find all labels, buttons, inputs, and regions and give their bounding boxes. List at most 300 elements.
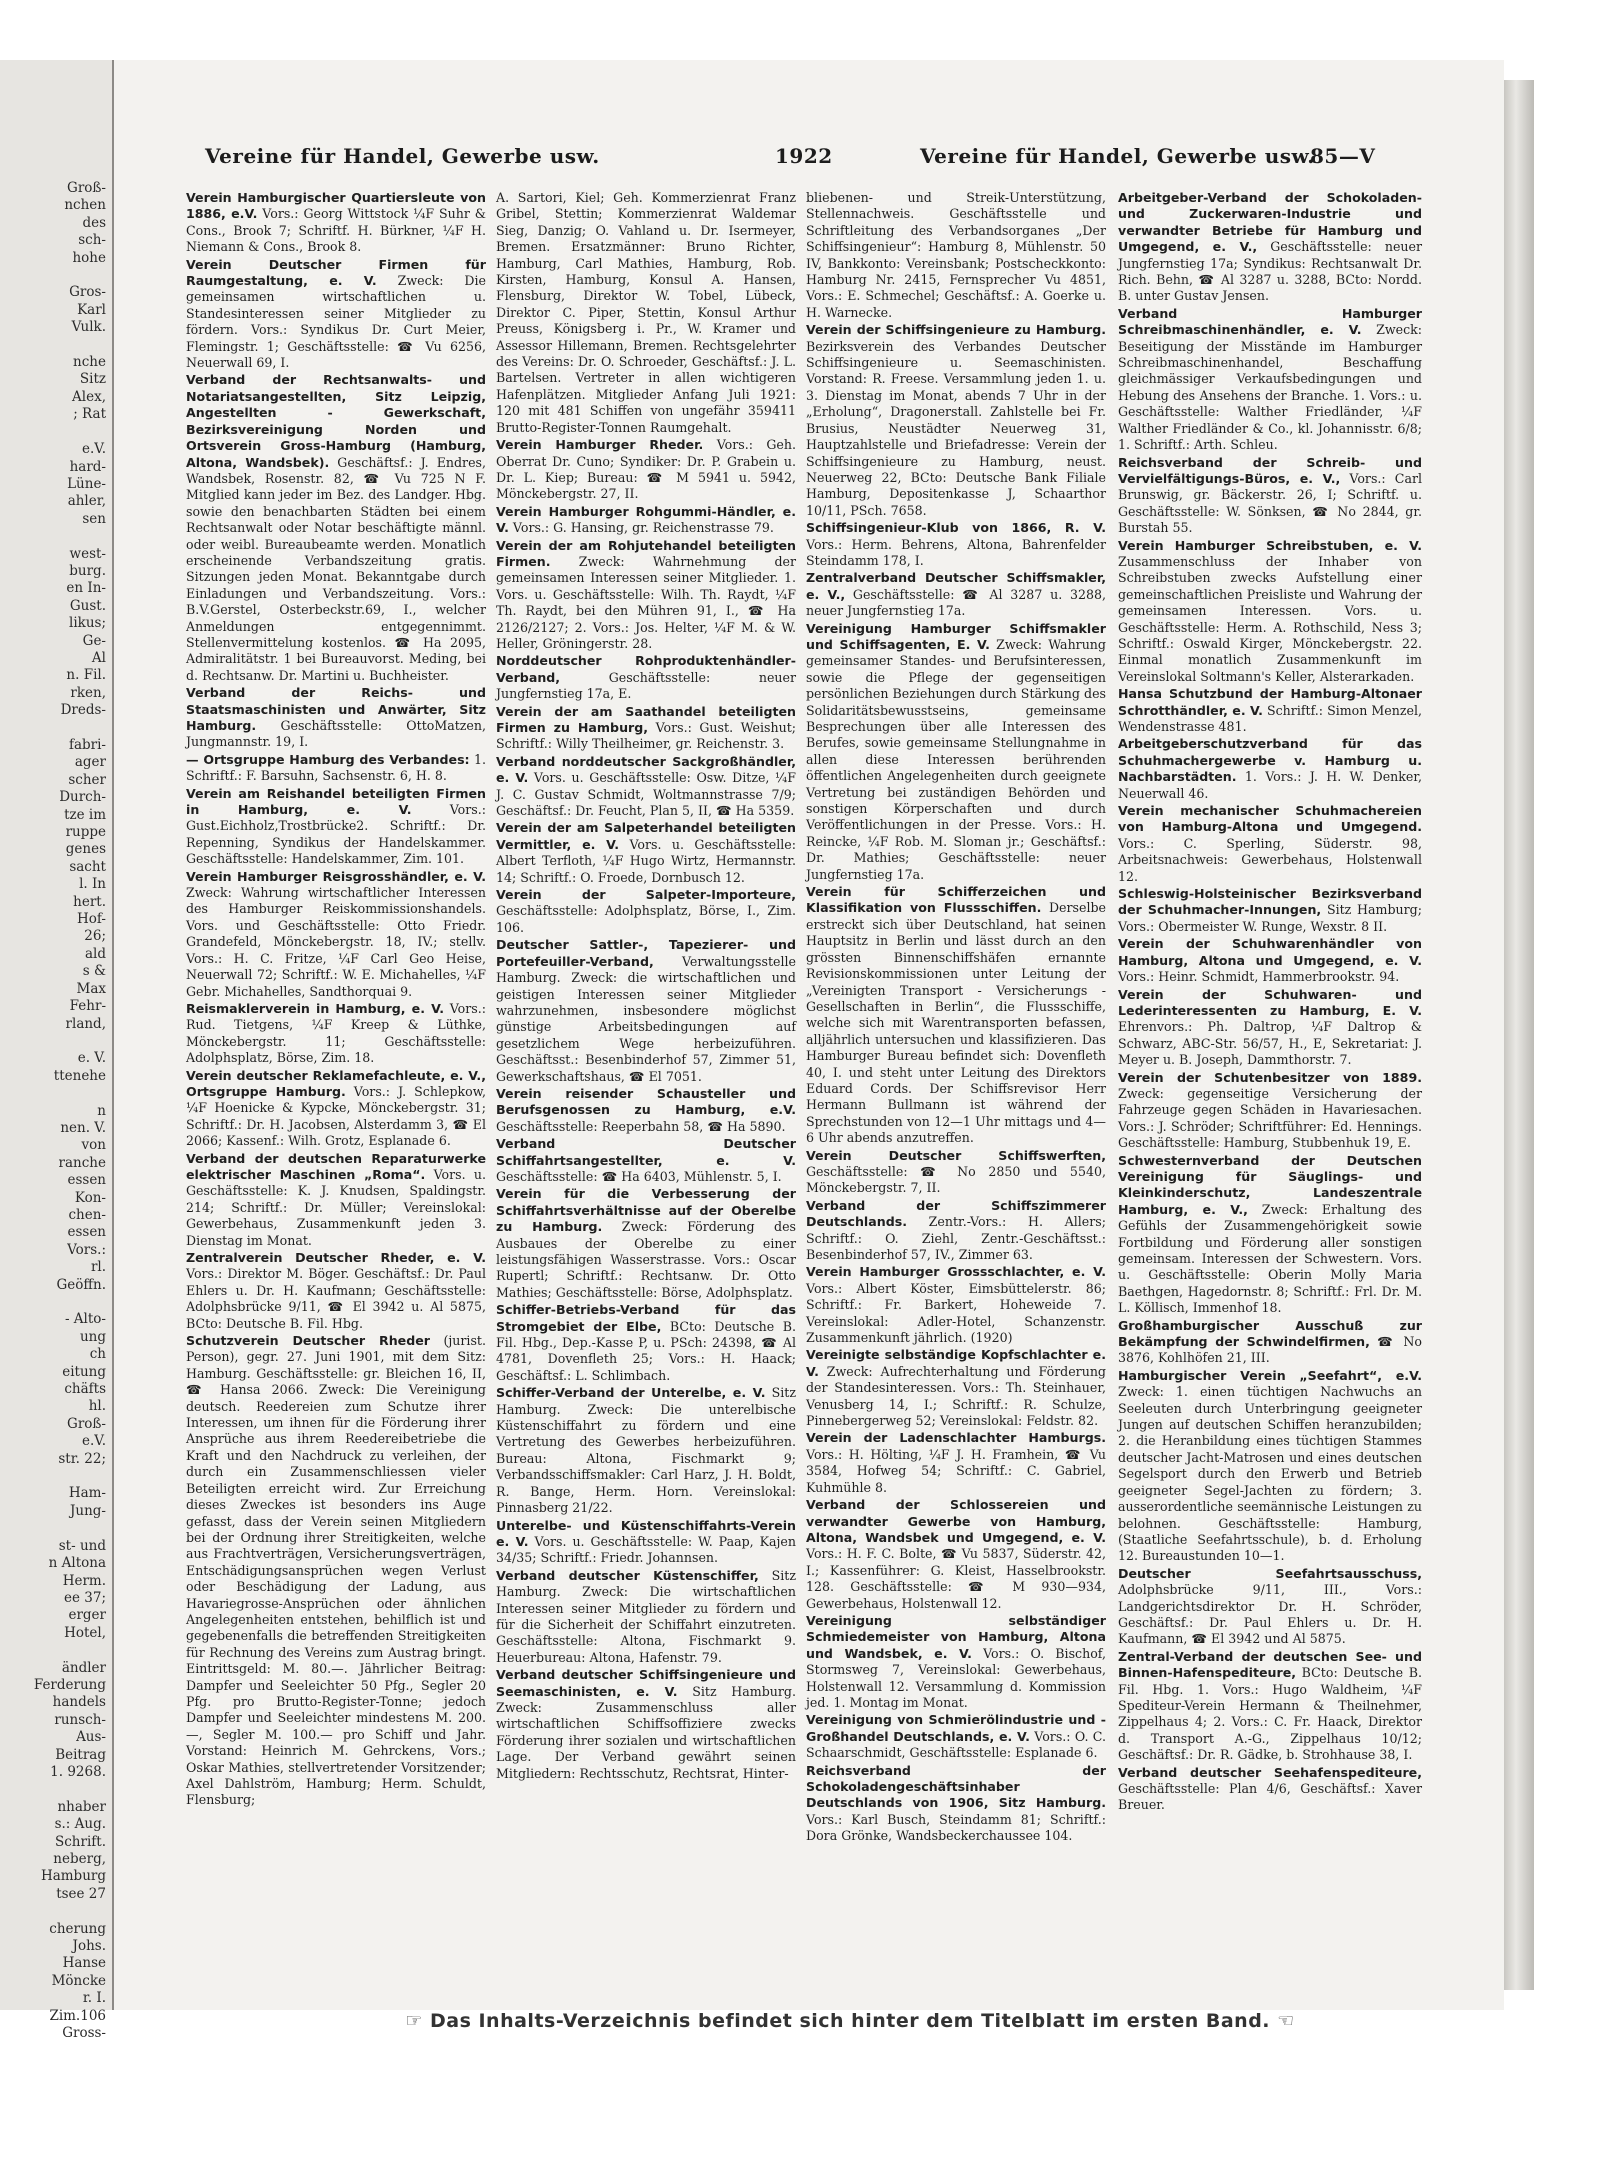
- directory-entry: [496, 1136, 796, 1185]
- left-page-text-fragment: Durch-: [59, 789, 106, 806]
- left-page-text-fragment: ahler,: [67, 493, 106, 510]
- directory-entry: [806, 520, 1106, 569]
- left-page-text-fragment: ändler: [61, 1659, 106, 1676]
- entry-heading: Verband deutscher Schiffsingenieure und Seemaschinisten, e. V.: [496, 1667, 796, 1699]
- column-2: [496, 190, 796, 1985]
- left-page-text-fragment: Ferderung: [33, 1676, 106, 1693]
- left-page-text-fragment: cherung: [49, 1920, 106, 1937]
- entry-heading: Verband deutscher Küstenschiffer,: [496, 1567, 759, 1583]
- directory-entry: [496, 1186, 796, 1301]
- left-page-text-fragment: Lüne-: [67, 475, 106, 492]
- left-page-text-fragment: Hanse: [62, 1955, 106, 1972]
- entry-text: Vors.: H. F. C. Bolte, ☎ Vu 5837, Süderstr. 42, I.; Kassenführer: G. Kleist, Hasselbrookstr. 128. Geschäftsstelle: ☎ M 930—934, Gewerbehaus, Holstenwall 12.: [806, 1546, 1106, 1611]
- entry-text: Verwaltungsstelle Hamburg. Zweck: die wirtschaftlichen und geistigen Interessen seiner Mitglieder wahrzunehmen, insbesondere möglichst günstige Arbeitsbedingungen auf gesetzlichem Wege herbeizuführen. Geschäftsst.: Besenbinderhof 57, Zimmer 51, Gewerkschaftshaus, ☎ El 7051.: [496, 953, 796, 1084]
- left-page-text-fragment: sch-: [78, 232, 106, 249]
- entry-heading: Norddeutscher Rohproduktenhändler-Verband,: [496, 653, 796, 685]
- left-page-text-fragment: sacht: [69, 858, 106, 875]
- left-page-text-fragment: Geöffn.: [56, 1276, 106, 1293]
- directory-entry: [806, 1613, 1106, 1711]
- left-page-text-fragment: Gross-: [62, 2025, 106, 2042]
- entry-text: Zweck: Beseitigung der Misstände im Hamburger Schreibmaschinenhandel, Beschaffung gleichmässiger Verkaufsbedingungen und Hebung des Ansehens der Branche. 1. Vors.: u. Geschäftsstelle: Walther Friedländer, ¼F Walther Friedländer & Co., kl. Johannisstr. 6/8; 1. Schriftf.: Arth. Schleu.: [1118, 322, 1422, 453]
- entry-heading: Schiffer-Betriebs-Verband für das Stromgebiet der Elbe,: [496, 1302, 796, 1334]
- entry-heading: Verein mechanischer Schuhmachereien von Hamburg-Altona und Umgegend.: [1118, 803, 1422, 835]
- directory-entry: [186, 869, 486, 1000]
- directory-entry: [496, 1086, 796, 1135]
- left-page-text-fragment: des: [82, 214, 106, 231]
- left-page-text-fragment: r. I.: [82, 1990, 106, 2007]
- left-page-text-fragment: scher: [68, 771, 106, 788]
- entry-heading: Verein für die Verbesserung der Schiffahrtsverhältnisse auf der Oberelbe zu Hamburg.: [496, 1186, 796, 1235]
- left-page-text-fragment: rken,: [70, 684, 106, 701]
- entry-heading: Vereinigung Hamburger Schiffsmakler und Schiffsagenten, E. V.: [806, 620, 1106, 652]
- entry-heading: Verein Deutscher Schiffswerften,: [806, 1147, 1106, 1163]
- entry-heading: Schwesternverband der Deutschen Vereinigung für Säuglings- und Kleinkinderschutz, Landeszentrale Hamburg, e. V.,: [1118, 1152, 1422, 1217]
- left-page-text-fragment: [0, 1033, 112, 1050]
- directory-entry: [496, 887, 796, 936]
- entry-text: Zentr.-Vors.: H. Allers; Schriftf.: O. Ziehl, Zentr.-Geschäftsst.: Besenbinderhof 57, IV., Zimmer 63.: [806, 1214, 1106, 1262]
- left-page-text-fragment: Ge-: [82, 632, 106, 649]
- left-page-text-fragment: Jung-: [69, 1502, 106, 1519]
- entry-text: Geschäftsstelle: OttoMatzen, Jungmannstr. 19, I.: [186, 718, 486, 750]
- directory-entry: [806, 1497, 1106, 1612]
- directory-entry: [1118, 538, 1422, 686]
- directory-entry: [1118, 306, 1422, 454]
- left-page-text-fragment: Dreds-: [60, 702, 106, 719]
- directory-entry: [496, 190, 796, 436]
- directory-entry: [496, 653, 796, 702]
- directory-entry: [496, 1667, 796, 1782]
- left-page-text-fragment: [0, 1520, 112, 1537]
- directory-entry: [1118, 455, 1422, 537]
- entry-heading: Verband der Reichs- und Staatsmaschinisten und Anwärter, Sitz Hamburg.: [186, 685, 486, 733]
- left-page-text-fragment: essen: [67, 1172, 106, 1189]
- left-page-text-fragment: n Altona: [48, 1555, 106, 1572]
- left-page-text-fragment: likus;: [69, 615, 106, 632]
- entry-text: Ehrenvors.: Ph. Daltrop, ¼F Daltrop & Schwarz, ABC-Str. 56/57, H., E, Sekretariat: J. Meyer u. B. Joseph, Dammthorstr. 7.: [1118, 1019, 1422, 1068]
- entry-heading: Schiffsingenieur-Klub von 1866, R. V.: [806, 520, 1106, 536]
- entry-text: Geschäftsstelle: Adolphsplatz, Börse, I., Zim. 106.: [496, 903, 796, 935]
- left-page-text-fragment: ee 37;: [64, 1589, 106, 1606]
- entry-text: ☎ No 3876, Kohlhöfen 21, III.: [1118, 1334, 1422, 1366]
- entry-text: Sitz Hamburg. Zweck: Zusammenschluss aller wirtschaftlichen Schiffsoffiziere zwecks Förderung ihrer sozialen und wirtschaftlichen Lage. Der Verband gewährt seinen Mitgliedern: Rechtsschutz, Rechtsrat, Hinter-: [496, 1683, 796, 1781]
- left-page-text-fragment: Karl: [77, 301, 106, 318]
- left-page-text-fragment: genes: [65, 841, 106, 858]
- entry-text: Geschäftsstelle: neuer Jungfernstieg 17a, E.: [496, 669, 796, 702]
- directory-entry: [496, 820, 796, 886]
- entry-text: Sitz Hamburg. Zweck: Die unterelbische Küstenschiffahrt zu fördern und eine Vertretung des Gewerbes herbeizuführen. Bureau: Altona, Fischmarkt 9; Verbandsschiffsmakler: Carl Harz, J. H. Boldt, R. Bange, Herm. Horn. Vereinslokal: Pinnasberg 21/22.: [496, 1385, 796, 1516]
- left-page-text-fragment: l. In: [79, 876, 106, 893]
- entry-heading: Verein der am Saathandel beteiligten Firmen zu Hamburg,: [496, 703, 796, 735]
- entry-heading: Verein Hamburger Rohgummi-Händler, e. V.: [496, 503, 796, 536]
- directory-entry: [1118, 936, 1422, 985]
- entry-text: Vors.: Geh. Oberrat Dr. Cuno; Syndiker: Dr. P. Grabein u. Dr. L. Kiep; Bureau: ☎ M 5941 u. 5942, Mönckebergstr. 27, II.: [496, 437, 796, 502]
- left-page-text-fragment: tsee 27: [56, 1885, 106, 1902]
- left-page-text-fragment: [0, 1294, 112, 1311]
- directory-entry: [806, 1264, 1106, 1346]
- left-page-text-fragment: hl.: [88, 1398, 106, 1415]
- entry-text: Zweck: Förderung des Ausbaues der Oberelbe zu einer leistungsfähigen Wasserstrasse. Vors.: Oscar Rupertl; Schriftf.: Rechtsanw. Dr. Otto Mathies; Geschäftsstelle: Börse, Adolphsplatz.: [496, 1219, 796, 1300]
- entry-text: Geschäftsstelle: ☎ Al 3287 u. 3288, neuer Jungfernstieg 17a.: [806, 586, 1107, 619]
- entry-text: Vors.: Rud. Tietgens, ¼F Kreep & Lüthke, Mönckebergstr. 11; Geschäftsstelle: Adolphsplatz, Börse, Zim. 18.: [186, 1000, 486, 1066]
- left-page-text-fragment: Zim.106: [49, 2007, 106, 2024]
- entry-heading: Hamburgischer Verein „Seefahrt“, e.V.: [1118, 1367, 1422, 1383]
- directory-entry: [806, 884, 1106, 1147]
- left-page-text-fragment: Sitz: [79, 371, 106, 388]
- entry-heading: Verein Hamburger Grossschlachter, e. V.: [806, 1264, 1106, 1280]
- entry-text: Vors.: Georg Wittstock ¼F Suhr & Cons., Brook 7; Schriftf. H. Bürkner, ¼F H. Niemann & Cons., Brook 8.: [186, 206, 486, 255]
- left-page-text-fragment: Möncke: [51, 1972, 106, 1989]
- left-page-text-fragment: ruppe: [65, 824, 106, 841]
- directory-entry: [1118, 886, 1422, 935]
- left-page-text-fragment: Hof-: [77, 911, 106, 928]
- entry-heading: Vereinigung selbständiger Schmiedemeister von Hamburg, Altona und Wandsbek, e. V.: [806, 1612, 1106, 1661]
- directory-entry: [806, 1763, 1106, 1845]
- left-page-text-fragment: eitung: [62, 1363, 106, 1380]
- entry-heading: Vereinigte selbständige Kopfschlachter e. V.: [806, 1347, 1106, 1379]
- directory-entry: [186, 257, 486, 372]
- left-page-text-fragment: fabri-: [68, 737, 106, 753]
- entry-heading: Verein am Reishandel beteiligten Firmen in Hamburg, e. V.: [186, 785, 486, 818]
- entry-text: Vors. u. Geschäftsstelle: K. J. Knudsen, Spaldingstr. 214; Schriftf.: Dr. Müller; Vereinslokal: Gewerbehaus, Zusammenkunft jeden 3. Dienstag im Monat.: [186, 1166, 486, 1248]
- entry-text: Geschäftsstelle: Plan 4/6, Geschäftsf.: Xaver Breuer.: [1118, 1781, 1422, 1813]
- entry-heading: Verein deutscher Reklamefachleute, e. V., Ortsgruppe Hamburg.: [186, 1067, 486, 1099]
- column-1: [186, 190, 486, 1985]
- left-page-text-fragment: ager: [74, 754, 106, 771]
- left-page-text-fragment: nchen: [64, 197, 106, 214]
- entry-text: Vors. u. Geschäftsstelle: W. Paap, Kajen 34/35; Schriftf.: Friedr. Johannsen.: [496, 1533, 796, 1566]
- directory-entry: [806, 1712, 1106, 1761]
- left-page-text-fragment: Kon-: [74, 1189, 106, 1206]
- entry-heading: Zentralverband Deutscher Schiffsmakler, e. V.,: [806, 570, 1106, 602]
- directory-entry: [1118, 1070, 1422, 1152]
- entry-heading: Deutscher Sattler-, Tapezierer- und Portefeuiller-Verband,: [496, 937, 796, 969]
- entry-text: 1. Schriftf.: F. Barsuhn, Sachsenstr. 6, H. 8.: [186, 751, 486, 784]
- directory-entry: [496, 1568, 796, 1666]
- entry-text: Vors.: O. Bischof, Stormsweg 7, Vereinslokal: Gewerbehaus, Holstenwall 12. Versammlung d. Kommission jed. 1. Montag im Monat.: [806, 1645, 1106, 1710]
- entry-text: Vors.: G. Hansing, gr. Reichenstrasse 79.: [508, 520, 774, 536]
- left-page-text-fragment: burg.: [69, 562, 106, 579]
- entry-heading: Vereinigung von Schmierölindustrie und -Großhandel Deutschlands, e. V.: [806, 1712, 1106, 1744]
- entry-heading: Verband Deutscher Schiffahrtsangestellter, e. V.: [496, 1136, 796, 1168]
- header-right-title: Vereine für Handel, Gewerbe usw.: [920, 144, 1315, 168]
- left-page-text-fragment: 1. 9268.: [50, 1763, 106, 1780]
- left-page-text-fragment: ch: [89, 1346, 106, 1363]
- left-page-text-fragment: Al: [91, 649, 106, 666]
- entry-text: Zweck: Die gemeinsamen wirtschaftlichen u. Standesinteressen seiner Mitglieder zu fördern. Vors.: Syndikus Dr. Curt Meier, Flemingstr. 1; Geschäftsstelle: ☎ Vu 6256, Neuerwall 69, I.: [186, 273, 486, 371]
- directory-entry: [1118, 1566, 1422, 1648]
- directory-entry: [1118, 1368, 1422, 1565]
- footer-note: ☞ Das Inhalts-Verzeichnis befindet sich hinter dem Titelblatt im ersten Band. ☜: [405, 2010, 1295, 2032]
- left-page-text-fragment: Alex,: [72, 388, 106, 405]
- directory-entry: [496, 704, 796, 753]
- left-page-text-fragment: [0, 1642, 112, 1659]
- entry-text: Bezirksverein des Verbandes Deutscher Schiffsingenieure u. Seemaschinisten. Vorstand: R. Freese. Versammlung jeden 1. u. 3. Dienstag im Monat, abends 7 Uhr in der „Erholung“, Dragonerstall. Zahlstelle bei Fr. Brusius, Neustädter Neuerweg 31, Hauptzahlstelle und Briefadresse: Verein der Schiffsingenieure zu Hamburg, neust. Neuerweg 22, BCto: Deutsche Bank Filiale Hamburg, Depositenkasse J, Schaarthor 10/11, PSch. 7658.: [806, 338, 1106, 518]
- left-page-text-fragment: s.: Aug.: [54, 1816, 106, 1833]
- left-page-text-fragment: [0, 1903, 112, 1920]
- entry-text: Zweck: Aufrechterhaltung und Förderung der Standesinteressen. Vors.: Th. Steinhauer, Venusberg 14, I.; Schriftf.: R. Schulze, Pinnebergerweg 52; Vereinslokal: Feldstr. 82.: [806, 1363, 1106, 1429]
- left-page-text-fragment: Vors.:: [67, 1241, 106, 1258]
- left-page-text-fragment: Vulk.: [71, 319, 106, 336]
- entry-heading: Reismaklerverein in Hamburg, e. V.: [186, 1000, 445, 1016]
- left-page-fragment: [0, 60, 114, 2042]
- left-page-text-fragment: sen: [82, 510, 106, 527]
- entry-text: Vors.: Albert Köster, Eimsbüttelerstr. 86; Schriftf.: Fr. Barkert, Hoheweide 7. Vereinslokal: Adler-Hotel, Schanzenstr. Zusammenkunft jährlich. (1920): [806, 1280, 1106, 1346]
- left-page-text-fragment: s &: [82, 963, 106, 980]
- left-page-text-fragment: [0, 1085, 112, 1102]
- left-page-text-fragment: st- und: [58, 1537, 106, 1554]
- directory-entry: [186, 1001, 486, 1067]
- entry-text: Sitz Hamburg. Zweck: Die wirtschaftlichen Interessen seiner Mitglieder zu fördern und für die Sicherheit der Schiffahrt einzutreten. Geschäftsstelle: Altona, Fischmarkt 9. Heuerbureau: Altona, Hafenstr. 79.: [496, 1567, 797, 1665]
- directory-entry: [806, 1148, 1106, 1197]
- entry-heading: Verein der Schuhwaren- und Lederinteressenten zu Hamburg, E. V.: [1118, 986, 1422, 1018]
- entry-text: Vors.: Heinr. Schmidt, Hammerbrookstr. 94.: [1118, 969, 1400, 985]
- left-page-text-fragment: Fehr-: [69, 998, 106, 1015]
- header-year: 1922: [775, 144, 833, 168]
- left-page-text-fragment: Gros-: [69, 284, 106, 301]
- entry-heading: Verein Hamburgischer Quartiersleute von 1886, e.V.: [186, 190, 486, 222]
- entry-heading: Verband der Schiffszimmerer Deutschlands.: [806, 1197, 1106, 1230]
- entry-heading: Verein der Schiffsingenieure zu Hamburg.: [806, 322, 1106, 338]
- entry-heading: Hansa Schutzbund der Hamburg-Altonaer Schrotthändler, e. V.: [1118, 686, 1422, 718]
- left-page-text-fragment: essen: [67, 1224, 106, 1241]
- left-page-text-fragment: Beitrag: [55, 1746, 106, 1763]
- entry-heading: Verein Hamburger Schreibstuben, e. V.: [1118, 537, 1422, 553]
- entry-heading: Zentralverein Deutscher Rheder, e. V.: [186, 1250, 486, 1265]
- left-page-text-fragment: ung: [79, 1328, 106, 1345]
- entry-heading: Großhamburgischer Ausschuß zur Bekämpfung der Schwindelfirmen,: [1118, 1317, 1422, 1350]
- entry-text: Zweck: Wahrung gemeinsamer Standes- und Berufsinteressen, sowie die Pflege der gegenseitigen persönlichen Beziehungen durch Stärkung des Solidaritätsbewusstseins, gemeinsame Besprechungen über alle Interessen des Berufes, sowie gemeinsame Stellungnahme in allen diese Interessen berührenden öffentlichen Angelegenheiten durch geeignete Vertretung bei zuständigen Behörden und sonstigen Körperschaften und durch Veröffentlichungen in der Presse. Vors.: H. Reincke, ¼F Rob. M. Sloman jr.; Geschäftsf.: Dr. Mathies; Geschäftsstelle: neuer Jungfernstieg 17a.: [806, 636, 1106, 882]
- left-page-text-fragment: Groß-: [67, 180, 106, 196]
- left-page-text-fragment: Johs.: [72, 1938, 106, 1955]
- entry-text: A. Sartori, Kiel; Geh. Kommerzienrat Franz Gribel, Stettin; Kommerzienrat Waldemar Sieg, Danzig; O. Vahland u. Dr. Isermeyer, Bremen. Ersatzmänner: Bruno Richter, Hamburg, Carl Mathies, Hamburg, Rob. Kirsten, Hamburg, Konsul A. Hansen, Flensburg, Direktor W. Tobel, Lübeck, Direktor C. Piper, Stettin, Konsul Arthur Preuss, Königsberg i. Pr., W. Kramer und Assessor Hillemann, Bremen. Rechtsgelehrter des Vereins: Dr. O. Schroeder, Geschäftsf.: J. L. Bartelsen. Vertreter in allen wichtigeren Hafenplätzen. Mitglieder Anfang Juli 1921: 120 mit 481 Schiffen von ungefähr 359411 Brutto-Register-Tonnen Raumgehalt.: [496, 190, 796, 435]
- left-page-text-fragment: [0, 528, 112, 545]
- entry-text: Vors.: Gust. Weishut; Schriftf.: Willy Theilheimer, gr. Reichenstr. 3.: [496, 720, 796, 752]
- left-page-text-fragment: e. V.: [77, 1050, 106, 1067]
- directory-entry: [1118, 803, 1422, 885]
- entry-text: BCto: Deutsche B. Fil. Hbg., Dep.-Kasse P, u. PSch: 24398, ☎ Al 4781, Dovenfleth 25; Vors.: H. Haack; Geschäftsf.: L. Schlimbach.: [496, 1318, 796, 1383]
- entry-heading: Arbeitgeberschutzverband für das Schuhmachergewerbe v. Hamburg u. Nachbarstädten.: [1118, 736, 1422, 785]
- entry-heading: Verband deutscher Seehafenspediteure,: [1118, 1764, 1422, 1780]
- directory-entry: [186, 685, 486, 751]
- entry-heading: Verein Hamburger Rheder.: [496, 437, 704, 453]
- left-page-text-fragment: Hotel,: [64, 1624, 106, 1641]
- entry-heading: Schleswig-Holsteinischer Bezirksverband der Schuhmacher-Innungen,: [1118, 886, 1422, 918]
- directory-entry: [806, 190, 1106, 321]
- entry-heading: Deutscher Seefahrtsausschuss,: [1118, 1565, 1422, 1581]
- entry-text: Vors.: Herm. Behrens, Altona, Bahrenfelder Steindamm 178, I.: [806, 536, 1106, 568]
- left-page-text-fragment: chen-: [68, 1206, 106, 1223]
- left-page-text-fragment: nhaber: [57, 1798, 106, 1815]
- entry-heading: Verein reisender Schausteller und Berufsgenossen zu Hamburg, e.V.: [496, 1085, 796, 1118]
- entry-heading: Verband der deutschen Reparaturwerke elektrischer Maschinen „Roma“.: [186, 1150, 486, 1182]
- header-left-title: Vereine für Handel, Gewerbe usw.: [205, 144, 600, 168]
- entry-text: Geschäftsstelle: ☎ Ha 6403, Mühlenstr. 5, I.: [496, 1168, 782, 1184]
- directory-entry: [1118, 1153, 1422, 1317]
- entry-heading: Verein für Schifferzeichen und Klassifikation von Flussschiffen.: [806, 884, 1106, 916]
- entry-text: Vors.: J. Schlepkow, ¼F Hoenicke & Kypcke, Mönckebergstr. 31; Schriftf.: Dr. H. Jacobsen, Alsterdamm 3, ☎ El 2066; Kassenf.: Wilh. Grotz, Esplanade 6.: [186, 1083, 487, 1149]
- entry-text: Zweck: Wahrung wirtschaftlicher Interessen des Hamburger Reiskommissionshandels. Vors. und Geschäftsstelle: Otto Friedr. Grandefeld, Mönckebergstr. 18, IV.; stellv. Vors.: H. C. Fritze, ¼F Carl Geo Heise, Neuerwall 72; Schriftf.: W. E. Michahelles, ¼F Gebr. Michahelles, Sandthorquai 9.: [186, 885, 486, 999]
- entry-heading: Verein der Salpeter-Importeure,: [496, 887, 796, 903]
- entry-text: Adolphsbrücke 9/11, III., Vors.: Landgerichtsdirektor Dr. H. Schröder, Geschäftsf.: Dr. Paul Ehlers u. Dr. H. Kaufmann, ☎ El 3942 und Al 5875.: [1118, 1582, 1422, 1647]
- left-page-text-fragment: [0, 424, 112, 441]
- left-page-text-fragment: hohe: [72, 249, 106, 266]
- entry-text: Vors.: Direktor M. Böger. Geschäftsf.: Dr. Paul Ehlers u. Dr. H. Kaufmann; Geschäftsstelle: Adolphsbrücke 9/11, ☎ El 3942 u. Al 5875, BCto: Deutsche B. Fil. Hbg.: [186, 1266, 486, 1331]
- directory-entry: [806, 322, 1106, 519]
- left-page-text-fragment: tze im: [64, 806, 106, 823]
- entry-text: BCto: Deutsche B. Fil. Hbg. 1. Vors.: Hugo Waldheim, ¼F Spediteur-Verein Hermann & Theilnehmer, Zippelhaus 4; 2. Vors.: C. Fr. Haack, Direktor d. Transport A.-G., Zippelhaus 10/12; Geschäftsf.: Dr. R. Gädke, b. Strohhause 38, I.: [1118, 1665, 1422, 1763]
- entry-text: Vors.: Carl Brunswig, gr. Bäckerstr. 26, I; Schriftf. u. Geschäftsstelle: W. Sönksen, ☎ No 2844, gr. Burstah 55.: [1118, 470, 1422, 536]
- left-page-text-fragment: Max: [76, 980, 106, 997]
- entry-text: Vors.: H. Hölting, ¼F J. H. Framhein, ☎ Vu 3584, Hofweg 54; Schriftf.: C. Gabriel, Kuhmühle 8.: [806, 1446, 1106, 1495]
- entry-text: Zusammenschluss der Inhaber von Schreibstuben zwecks Aufstellung einer gemeinschaftlichen Preisliste und Wahrung der gemeinsamen Interessen. Vors. u. Geschäftsstelle: Herm. A. Rothschild, Ness 3; Schriftf.: Oswald Kirger, Mönckebergstr. 22. Einmal monatlich Zusammenkunft im Vereinslokal Soltmann's Keller, Alsterarkaden.: [1118, 553, 1422, 684]
- directory-entry: [1118, 1318, 1422, 1367]
- left-page-text-fragment: handels: [52, 1694, 106, 1711]
- directory-entry: [1118, 1765, 1422, 1814]
- left-page-text-fragment: chäfts: [64, 1381, 106, 1398]
- directory-entry: [806, 621, 1106, 884]
- entry-text: Sitz Hamburg; Vors.: Obermeister W. Runge, Wexstr. 8 II.: [1118, 902, 1422, 934]
- left-page-text-fragment: [0, 1468, 112, 1485]
- left-page-text-fragment: n: [97, 1102, 106, 1119]
- left-page-text-fragment: ranche: [58, 1154, 106, 1171]
- left-page-text-fragment: ald: [84, 945, 106, 962]
- entry-text: Zweck: Erhaltung des Gefühls der Zusammengehörigkeit sowie Fortbildung und Förderung aller sonstigen gemeinsam. Interessen der Schwestern. Vors. u. Geschäftsstelle: Oberin Molly Maria Baethgen, Hagedornstr. 8; Schriftf.: Frl. Dr. M. L. Köllisch, Immenhof 18.: [1118, 1201, 1422, 1316]
- left-page-text-fragment: Hamburg: [40, 1868, 106, 1885]
- left-page-text-fragment: Herm.: [62, 1572, 106, 1589]
- directory-entry: [186, 1333, 486, 1809]
- left-page-text-fragment: rl.: [90, 1259, 106, 1276]
- directory-entry: [1118, 987, 1422, 1069]
- entry-heading: Verband norddeutscher Sackgroßhändler, e. V.: [496, 753, 796, 786]
- left-page-text-fragment: erger: [68, 1607, 106, 1624]
- entry-text: Vors.: O. C. Schaarschmidt, Geschäftsstelle: Esplanade 6.: [806, 1728, 1106, 1761]
- left-page-text-fragment: [0, 337, 112, 354]
- page-number: 85—V: [1310, 144, 1376, 168]
- directory-entry: [186, 190, 486, 256]
- entry-text: (jurist. Person), gegr. 27. Juni 1901, mit dem Sitz: Hamburg. Geschäftsstelle: gr. Bleichen 16, II, ☎ Hansa 2066. Zweck: Die Vereinigung deutsch. Reedereien zum Schutze ihrer Interessen, um ihnen für die Förderung ihrer Ansprüche aus ihrem Reedereibetriebe die Kraft und den Nachdruck zu verleihen, der durch ein Zusammenschliessen vieler Beteiligten erreicht wird. Zur Erreichung dieses Zweckes ist besonders ins Auge gefasst, dass der Verein seinen Mitgliedern bei der Ordnung ihrer Streitigkeiten, welche aus Frachtverträgen, Versicherungsverträgen, Entschädigungsansprüchen wegen Verlust oder Beschädigung der Ladung, aus Havariegrosse-Ansprüchen oder ähnlichen Angelegenheiten entstehen, behilflich ist und gegebenenfalls die betreffenden Streitigkeiten für Rechnung des Vereins zum Austrag bringt. Eintrittsgeld: M. 80.—. Jährlicher Beitrag: Dampfer und Seeleichter 50 Pfg., Segler 20 Pfg. pro Brutto-Register-Tonne; jedoch Dampfer und Seeleichter mindestens M. 200.—, Segler M. 100.— pro Schiff und Jahr. Vorstand: Heinrich M. Gehrckens, Vors.; Oskar Mathies, stellvertretender Vorsitzender; Axel Dahlström, Hamburg; Herm. Schuldt, Flensburg;: [186, 1333, 486, 1808]
- entry-text: Vors.: C. Sperling, Süderstr. 98, Arbeitsnachweis: Gewerbehaus, Holstenwall 12.: [1118, 835, 1422, 884]
- entry-heading: Reichsverband der Schreib- und Vervielfältigungs-Büros, e. V.,: [1118, 454, 1422, 486]
- left-page-text-fragment: hard-: [69, 458, 106, 475]
- left-page-text-fragment: ttenehe: [53, 1067, 106, 1084]
- entry-heading: Verein der am Rohjutehandel beteiligten Firmen.: [496, 537, 796, 569]
- page-header: [205, 144, 1410, 174]
- left-page-text-fragment: ; Rat: [73, 406, 106, 423]
- entry-heading: Schiffer-Verband der Unterelbe, e. V.: [496, 1385, 766, 1401]
- left-page-text-fragment: Ham-: [68, 1485, 106, 1502]
- entry-text: 1. Vors.: J. H. W. Denker, Neuerwall 46.: [1118, 769, 1422, 801]
- entry-heading: Arbeitgeber-Verband der Schokoladen- und Zuckerwaren-Industrie und verwandter Betriebe für Hamburg und Umgegend, e. V.,: [1118, 190, 1422, 255]
- entry-heading: Verein der Ladenschlachter Hamburgs.: [806, 1430, 1106, 1446]
- entry-heading: Verband der Schlossereien und verwandter Gewerbe von Hamburg, Altona, Wandsbek und Umgegend, e. V.: [806, 1497, 1106, 1545]
- left-page-text-fragment: rland,: [65, 1015, 106, 1032]
- directory-entry: [1118, 190, 1422, 305]
- entry-heading: Verband der Rechtsanwalts- und Notariatsangestellten, Sitz Leipzig, Angestellten - Gewerkschaft, Bezirksvereinigung Norden und Ortsverein Gross-Hamburg (Hamburg, Altona, Wandsbek).: [186, 372, 486, 470]
- page-edge: [1504, 80, 1534, 1990]
- directory-entry: [186, 752, 486, 785]
- directory-entry: [496, 504, 796, 537]
- left-page-text-fragment: str. 22;: [58, 1450, 106, 1467]
- entry-heading: Verein der Schuhwarenhändler von Hamburg, Altona und Umgegend, e. V.: [1118, 936, 1422, 968]
- left-page-text-fragment: [0, 720, 112, 737]
- directory-entry: [186, 1068, 486, 1150]
- left-page-text-fragment: west-: [69, 545, 106, 562]
- entry-text: Geschäftsstelle: neuer Jungfernstieg 17a; Syndikus: Rechtsanwalt Dr. Rich. Behn, ☎ Al 3287 u. 3288, BCto: Nordd. B. unter Gustav Jensen.: [1118, 239, 1423, 304]
- directory-entry: [496, 937, 796, 1085]
- entry-text: Derselbe erstreckt sich über Deutschland, hat seinen Hauptsitz in Berlin und lässt durch an den grössten Binnenschiffshäfen ernannte Revisionskommissionen unter Leitung der „Vereinigten Transport - Versicherungs - Gesellschaften in Berlin“, die Flussschiffe, welche sich mit Warentransporten befassen, alljährlich untersuchen und klassifizieren. Das Hamburger Bureau befindet sich: Dovenfleth 40, I. und steht unter Leitung des Direktors Eduard Cords. Der Schiffsrevisor Herr Hermann Bullmann ist während der Sprechstunden von 12—1 Uhr mittags und 4—6 Uhr abends anzutreffen.: [806, 900, 1106, 1146]
- column-3: [806, 190, 1106, 1985]
- directory-entry: [496, 1518, 796, 1567]
- left-page-text-fragment: e.V.: [82, 1433, 106, 1450]
- left-page-text-fragment: e.V.: [82, 441, 106, 458]
- left-page-text-fragment: hert.: [73, 893, 106, 910]
- entry-heading: Verband Hamburger Schreibmaschinenhändler, e. V.: [1118, 305, 1422, 338]
- directory-entry: [496, 437, 796, 503]
- left-page-text-fragment: neberg,: [53, 1851, 106, 1867]
- entry-text: Zweck: gegenseitige Versicherung der Fahrzeuge gegen Schäden in Havariesachen. Vors.: J. Schröder; Schriftführer: Ed. Hennings. Geschäftsstelle: Hamburg, Stubbenhuk 19, E.: [1118, 1085, 1422, 1151]
- entry-text: Zweck: 1. einen tüchtigen Nachwuchs an Seeleuten durch Unterbringung geeigneter Jungen auf deutschen Schiffen heranzubilden; 2. die Heranbildung eines tüchtigen Stammes deutscher Jacht-Matrosen und eines deutschen Segelsport durch den Erwerb und Betrieb geeigneter Segel-Jachten zu fördern; 3. ausserordentliche seemännische Leistungen zu belohnen. Geschäftsstelle: Hamburg, (Staatliche Seefahrtsschule), b. d. Erholung 12. Bureaustunden 10—1.: [1118, 1384, 1422, 1564]
- left-page-text-fragment: Gust.: [69, 597, 106, 614]
- directory-entry: [806, 1198, 1106, 1264]
- left-page-text-fragment: runsch-: [54, 1711, 106, 1728]
- directory-entry: [186, 786, 486, 868]
- entry-heading: Verein Deutscher Firmen für Raumgestaltung, e. V.: [186, 256, 486, 289]
- entry-heading: Verein der Schutenbesitzer von 1889.: [1118, 1069, 1422, 1085]
- entry-heading: Verein der am Salpeterhandel beteiligten Vermittler, e. V.: [496, 820, 796, 852]
- entry-heading: — Ortsgruppe Hamburg des Verbandes:: [186, 751, 470, 767]
- entry-text: Vors.: Karl Busch, Steindamm 81; Schriftf.: Dora Grönke, Wandsbeckerchaussee 104.: [806, 1811, 1106, 1844]
- left-page-text-fragment: [0, 1781, 112, 1798]
- entry-text: Vors. u. Geschäftsstelle: Albert Terfloth, ¼F Hugo Wirtz, Hermannstr. 14; Schriftf.: O. Froede, Dornbusch 12.: [496, 836, 796, 885]
- column-4: [1118, 190, 1422, 1985]
- left-page-text-fragment: - Alto-: [64, 1311, 106, 1328]
- entry-heading: Verein Hamburger Reisgrosshändler, e. V.: [186, 868, 486, 884]
- left-page-text-fragment: von: [81, 1137, 106, 1154]
- entry-heading: Zentral-Verband der deutschen See- und Binnen-Hafenspediteure,: [1118, 1648, 1422, 1681]
- directory-entry: [496, 538, 796, 653]
- directory-entry: [1118, 736, 1422, 802]
- left-page-text-fragment: nen. V.: [60, 1119, 106, 1136]
- entry-heading: Unterelbe- und Küstenschiffahrts-Verein e. V.: [496, 1517, 796, 1549]
- entry-text: Vors. u. Geschäftsstelle: Osw. Ditze, ¼F J. C. Gustav Schmidt, Woltmannstrasse 7/9; Geschäftsf.: Dr. Feucht, Plan 5, II, ☎ Ha 5359.: [496, 770, 796, 819]
- entry-text: Geschäftsf.: J. Endres, Wandsbek, Rosenstr. 82, ☎ Vu 725 N F. Mitglied kann jeder im Bez. des Landger. Hbg. sowie den benachbarten Städten bei einem Rechtsanwalt oder Notar beschäftigte männl. oder weibl. Bureaubeamte werden. Monatlich erscheinende Verbandszeitung gratis. Sitzungen jeden Monat. Bekanntgabe durch Einladungen und Verbandszeitung. Vors.: B.V.Gerstel, Osterbeckstr.69, I., welcher Anmeldungen entgegennimmt. Stellenvermittelung kostenlos. ☎ Ha 2095, Admiralitätstr. 1 bei Bureauvorst. Meding, bei d. Rechtsanw. Dr. Martini u. Buchheister.: [186, 454, 486, 683]
- left-page-text-fragment: en In-: [66, 580, 106, 597]
- entry-text: Geschäftsstelle: Reeperbahn 58, ☎ Ha 5890.: [496, 1118, 786, 1134]
- left-page-text-fragment: nche: [73, 354, 106, 371]
- directory-entry: [496, 754, 796, 820]
- left-page-text-fragment: Aus-: [76, 1729, 106, 1746]
- left-page-text-fragment: n. Fil.: [66, 667, 106, 684]
- directory-entry: [186, 372, 486, 684]
- entry-heading: Schutzverein Deutscher Rheder: [186, 1333, 430, 1349]
- entry-heading: Reichsverband der Schokoladengeschäftsinhaber Deutschlands von 1906, Sitz Hamburg.: [806, 1762, 1106, 1811]
- directory-entry: [1118, 686, 1422, 735]
- entry-text: Vors.: Gust.Eichholz,Trostbrücke2. Schriftf.: Dr. Repenning, Syndikus der Handelskammer. Geschäftsstelle: Handelskammer, Zim. 101.: [186, 802, 486, 867]
- directory-entry: [496, 1385, 796, 1516]
- left-page-text-fragment: Groß-: [67, 1415, 106, 1432]
- left-page-text-fragment: 26;: [84, 928, 106, 945]
- entry-text: Geschäftsstelle: ☎ No 2850 und 5540, Mönckebergstr. 7, II.: [806, 1163, 1106, 1196]
- directory-entry: [186, 1151, 486, 1249]
- directory-entry: [186, 1250, 486, 1332]
- directory-entry: [806, 1347, 1106, 1429]
- directory-entry: [1118, 1649, 1422, 1764]
- left-page-text-fragment: Schrift.: [55, 1833, 106, 1850]
- directory-entry: [806, 1430, 1106, 1496]
- entry-text: bliebenen- und Streik-Unterstützung, Stellennachweis. Geschäftsstelle und Schriftleitung des Verbandsorganes „Der Schiffsingenieur“: Hamburg 8, Mühlenstr. 50 IV, Bankkonto: Vereinsbank; Postscheckkonto: Hamburg Nr. 2415, Fernsprecher Vu 4851, Vors.: E. Schmechel; Geschäftsf.: A. Goerke u. H. Warnecke.: [806, 190, 1106, 320]
- directory-entry: [496, 1302, 796, 1384]
- left-page-text-fragment: [0, 267, 112, 284]
